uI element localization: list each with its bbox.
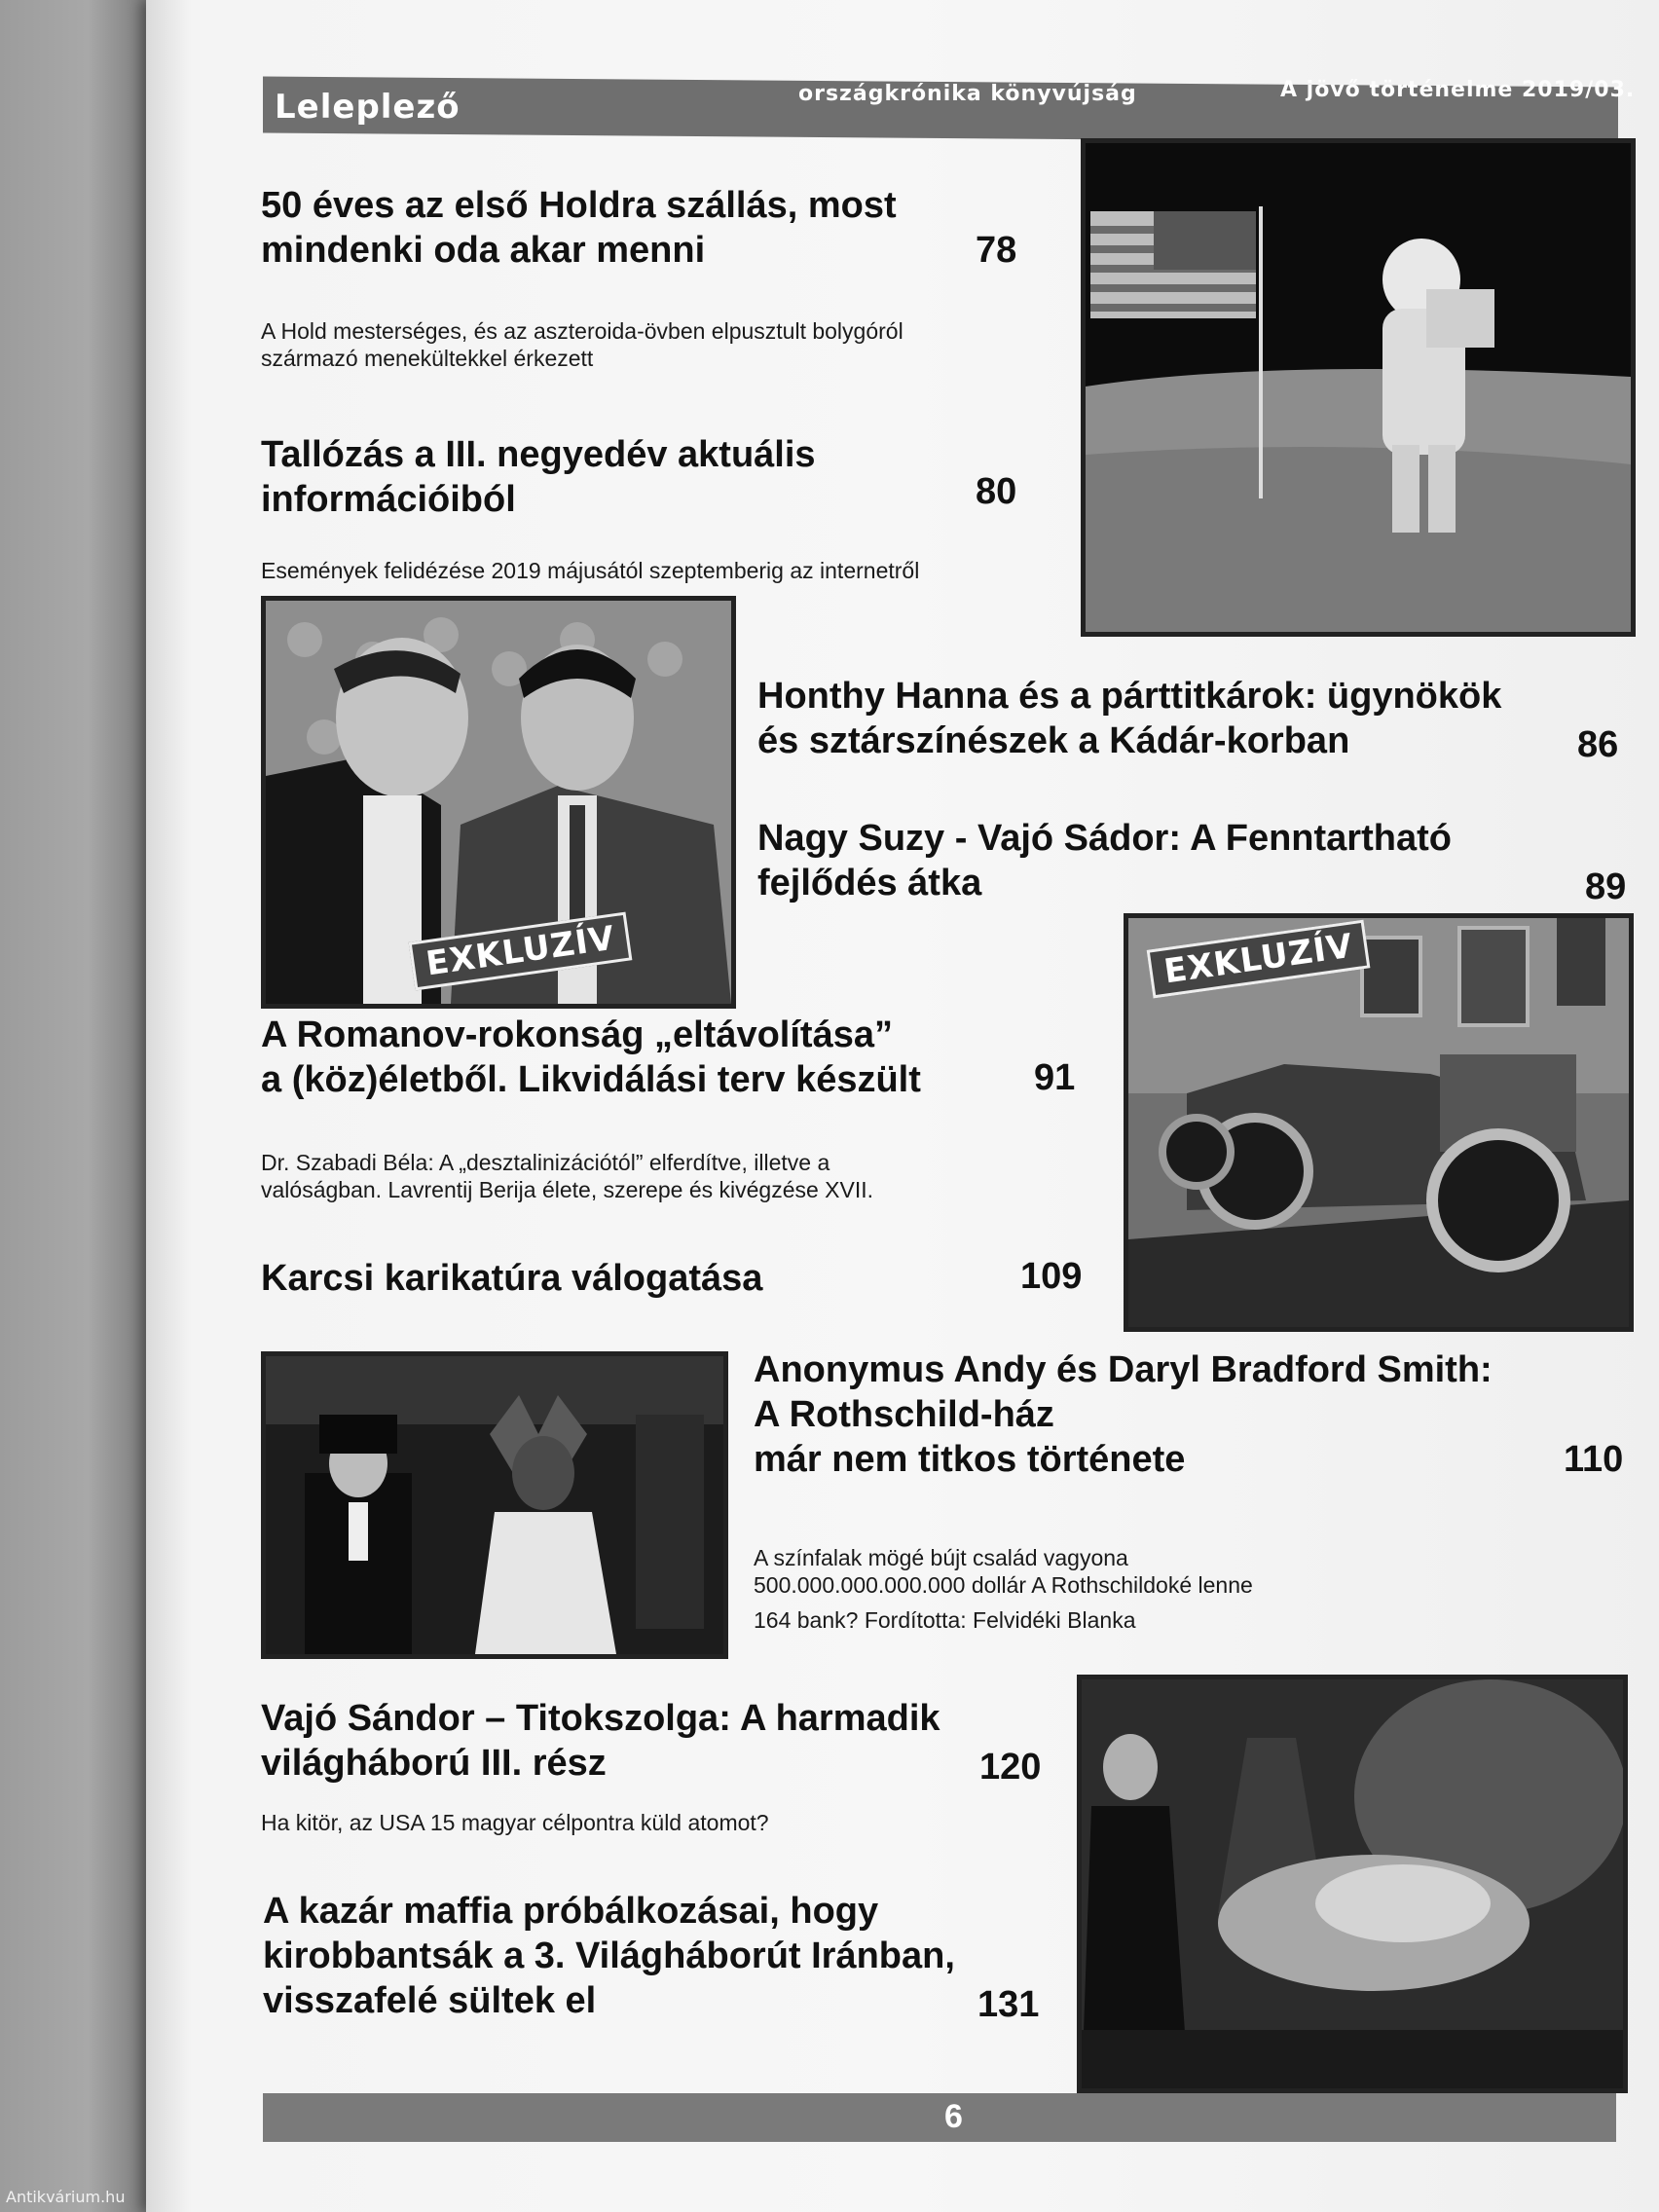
page-number: 131 bbox=[977, 1984, 1040, 2025]
page-number: 86 bbox=[1577, 724, 1619, 765]
header-center-title: országkrónika könyvújság bbox=[798, 82, 1137, 106]
page-number: 89 bbox=[1585, 866, 1627, 907]
page-number: 110 bbox=[1564, 1439, 1624, 1480]
watermark: Antikvárium.hu bbox=[6, 2188, 126, 2206]
article-title[interactable]: Honthy Hanna és a párttitkárok: ügynökök és sztárszínészek a Kádár-korban bbox=[757, 676, 1502, 761]
article-title[interactable]: Tallózás a III. negyedév aktuális információiból bbox=[261, 434, 816, 520]
page-number: 109 bbox=[1020, 1256, 1083, 1297]
book-spine bbox=[0, 0, 146, 2212]
article-title[interactable]: Vajó Sándor – Titokszolga: A harmadik világháború III. rész bbox=[261, 1698, 940, 1784]
article-description: Események felidézése 2019 májusától szeptemberig az internetről bbox=[261, 558, 920, 583]
article-title[interactable]: Karcsi karikatúra válogatása bbox=[261, 1258, 763, 1299]
footer-bar bbox=[263, 2093, 1616, 2142]
article-title[interactable]: 50 éves az első Holdra szállás, most mindenki oda akar menni bbox=[261, 185, 897, 271]
article-title[interactable]: Anonymus Andy és Daryl Bradford Smith: A Rothschild-ház már nem titkos története bbox=[754, 1349, 1493, 1480]
footer-page-number: 6 bbox=[944, 2098, 963, 2135]
article-description: Dr. Szabadi Béla: A „desztalinizációtól” elferdítve, illetve a valóságban. Lavrentij Berija élete, szerepe és kivégzése XVII. bbox=[261, 1150, 874, 1202]
header-brand: Leleplező bbox=[275, 88, 461, 127]
article-title[interactable]: Nagy Suzy - Vajó Sádor: A Fenntartható fejlődés átka bbox=[757, 818, 1452, 903]
article-description: A színfalak mögé bújt család vagyona 500.000.000.000.000 dollár A Rothschildoké lenne 164 bank? Fordította: Felvidéki Blanka bbox=[754, 1545, 1253, 1633]
moon-landing-photo bbox=[1081, 138, 1636, 637]
exclusive-badge: EXKLUZÍV bbox=[1147, 920, 1371, 999]
article-title[interactable]: A Romanov-rokonság „eltávolítása” a (köz)életből. Likvidálási terv készült bbox=[261, 1014, 921, 1100]
page-number: 91 bbox=[1034, 1057, 1076, 1098]
page-number: 78 bbox=[976, 230, 1017, 271]
world-war-collage-photo bbox=[1077, 1675, 1628, 2093]
page-number: 120 bbox=[979, 1747, 1042, 1788]
exclusive-badge: EXKLUZÍV bbox=[409, 912, 633, 991]
article-description: A Hold mesterséges, és az aszteroida-övben elpusztult bolygóról származó menekültekkel érkezett bbox=[261, 318, 903, 371]
article-description: Ha kitör, az USA 15 magyar célpontra küld atomot? bbox=[261, 1810, 769, 1835]
rothschild-ball-photo bbox=[261, 1351, 728, 1659]
header-issue: A jövő történelme 2019/03. bbox=[1280, 78, 1636, 102]
page-number: 80 bbox=[976, 471, 1017, 512]
article-title[interactable]: A kazár maffia próbálkozásai, hogy kirobbantsák a 3. Világháborút Iránban, visszafelé sültek el bbox=[263, 1891, 955, 2021]
